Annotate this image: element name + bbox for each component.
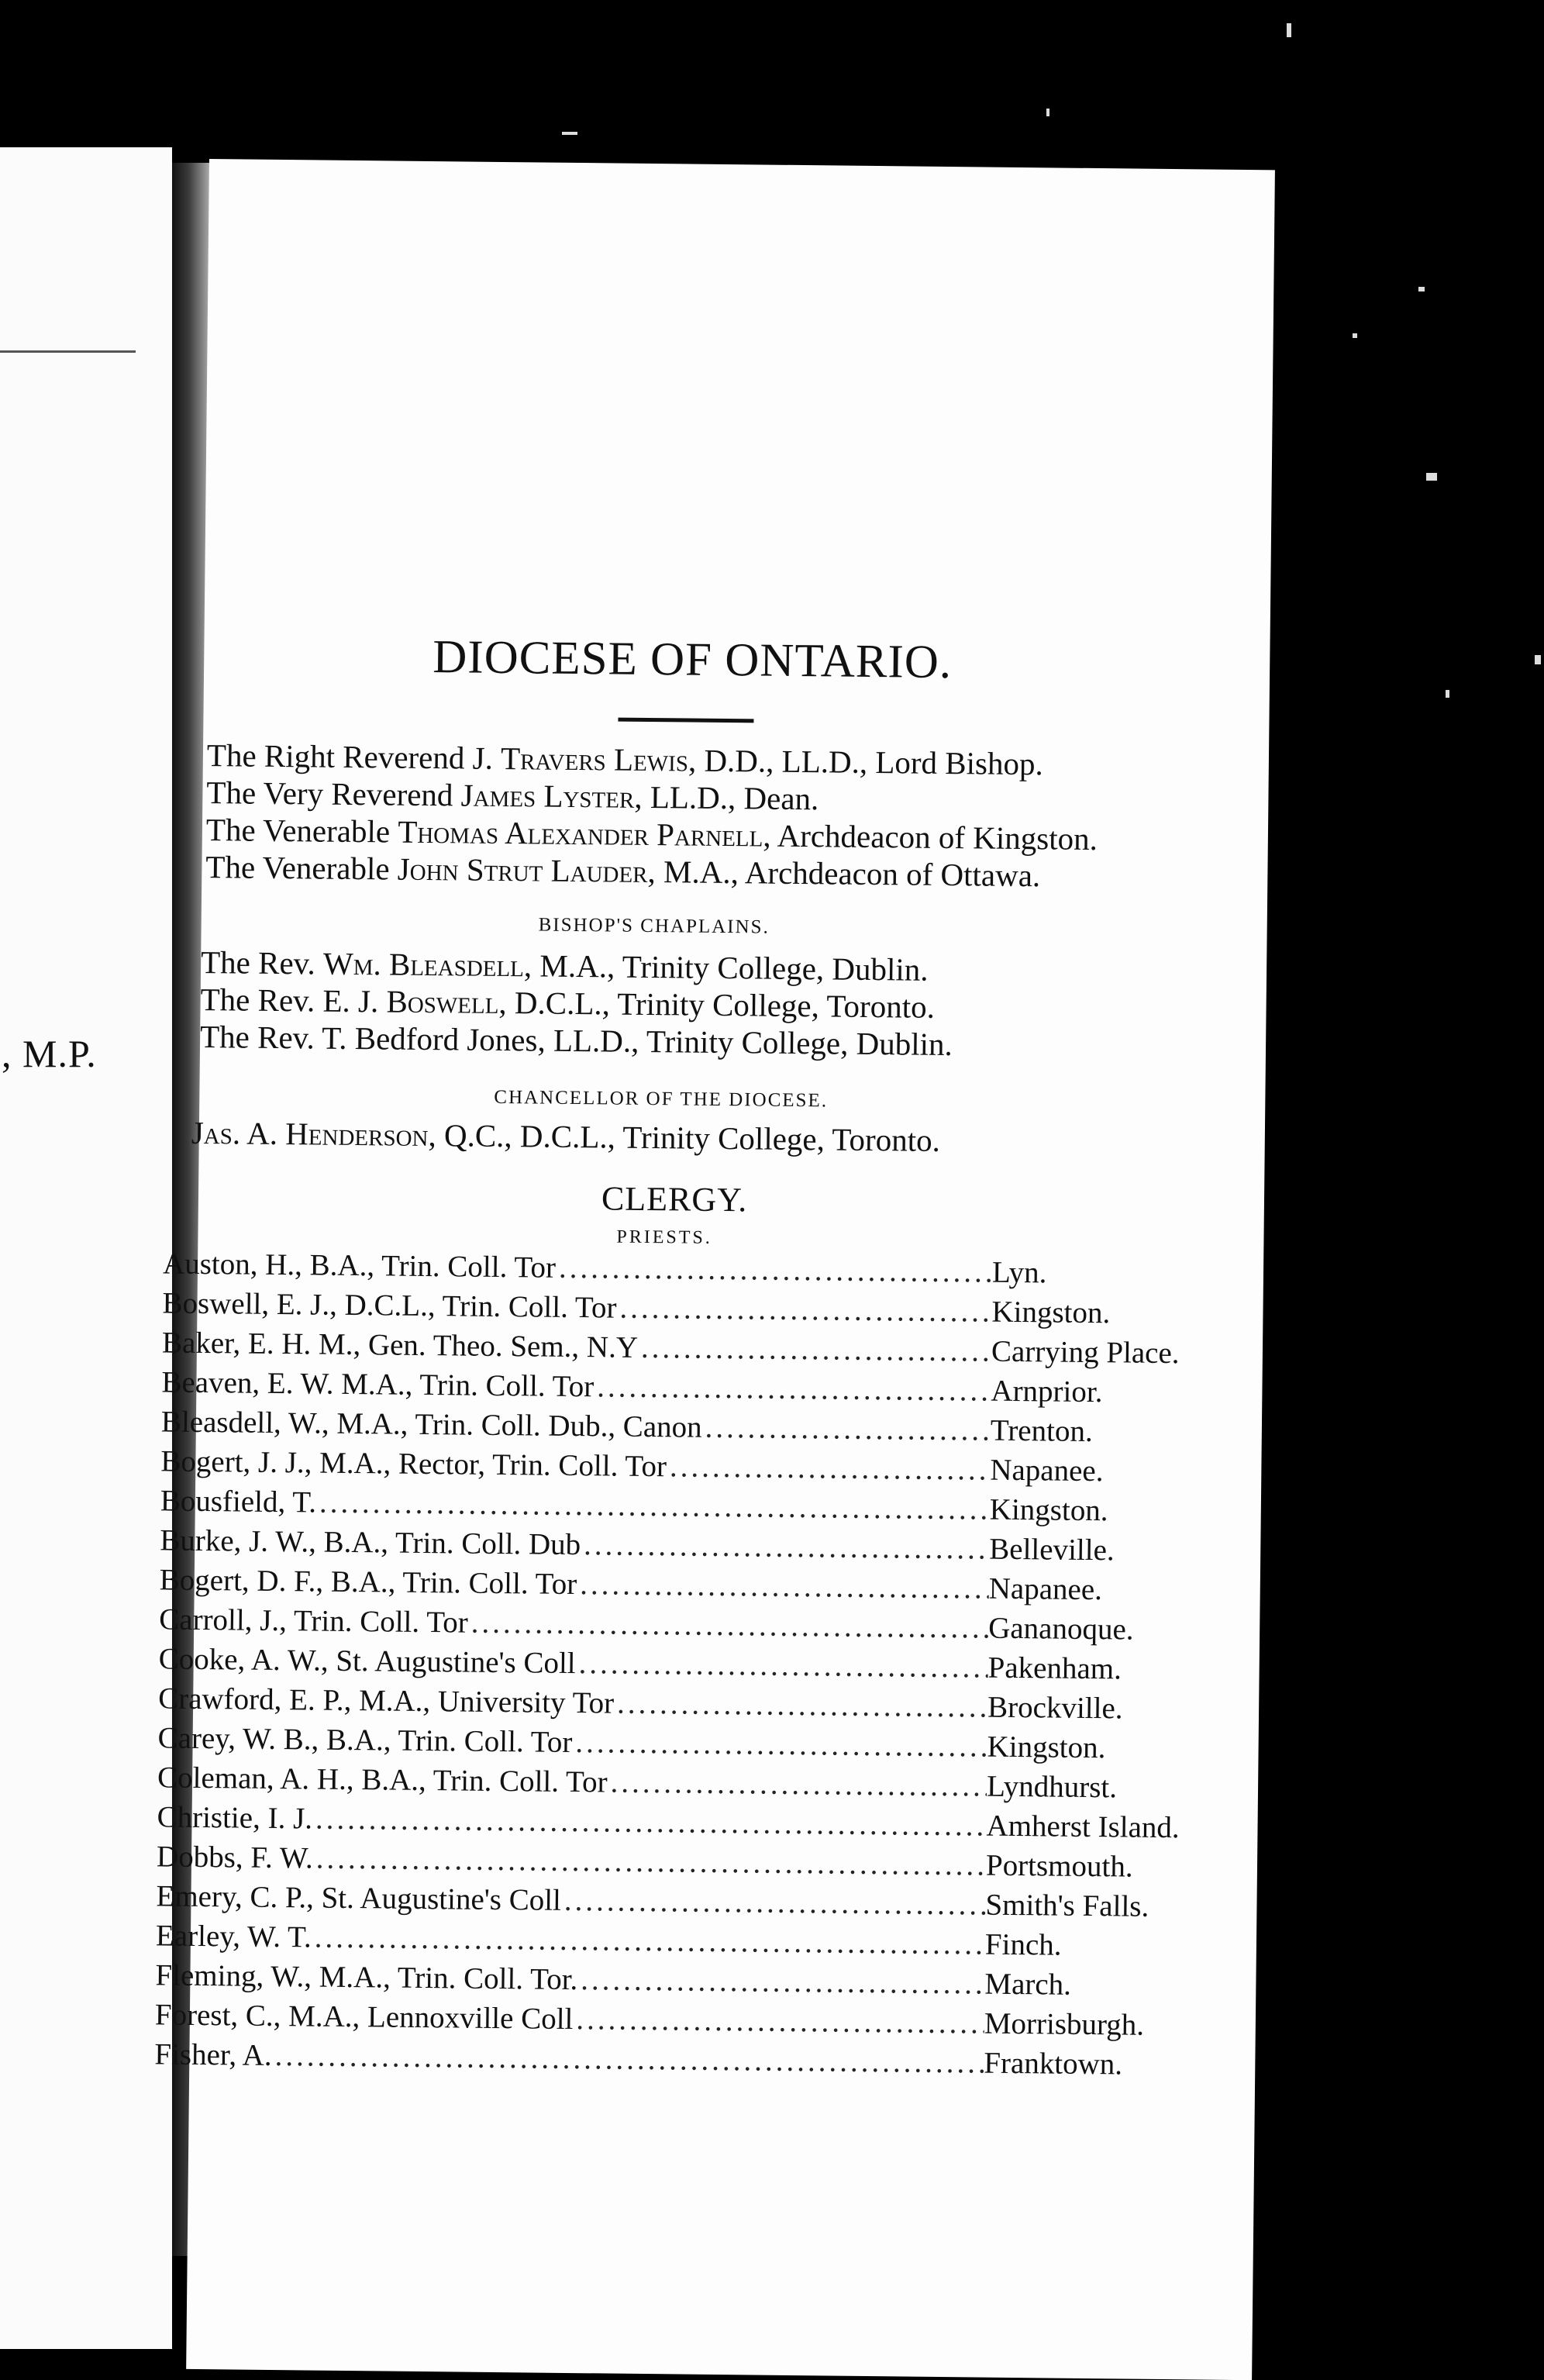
priest-parish: Lyn.	[991, 1255, 1047, 1290]
priest-name: Dobbs, F. W.	[156, 1840, 313, 1875]
dot-leader	[312, 1799, 987, 1846]
scan-speck	[1287, 23, 1291, 37]
priest-parish: Smith's Falls.	[985, 1888, 1149, 1923]
officer-line: The Very Reverend James Lyster, LL.D., Dean.	[206, 774, 819, 817]
dot-leader	[616, 1288, 992, 1332]
priest-parish: Kingston.	[987, 1730, 1106, 1765]
priests-heading: PRIESTS.	[616, 1226, 712, 1248]
priest-name: Burke, J. W., B.A., Trin. Coll. Dub	[160, 1523, 581, 1562]
priest-name: Bousfield, T.	[160, 1484, 317, 1519]
dot-leader	[572, 1723, 987, 1767]
priest-name: Crawford, E. P., M.A., University Tor	[157, 1682, 615, 1720]
dot-leader	[312, 1839, 986, 1885]
priest-name: Emery, C. P., St. Augustine's Coll	[156, 1879, 562, 1917]
priest-name: Fleming, W., M.A., Trin. Coll. Tor.	[155, 1958, 578, 1997]
priest-name: Christie, I. J.	[157, 1800, 313, 1836]
priests-list	[154, 1243, 1201, 2085]
dot-leader	[607, 1762, 987, 1806]
priest-name: Auston, H., B.A., Trin. Coll. Tor	[162, 1247, 557, 1285]
priest-name: Coleman, A. H., B.A., Trin. Coll. Tor	[157, 1761, 608, 1799]
dot-leader	[311, 1918, 985, 1964]
priest-parish: Amherst Island.	[986, 1809, 1180, 1845]
priest-parish: Carrying Place.	[991, 1334, 1180, 1371]
dot-leader	[614, 1684, 987, 1727]
priest-parish: Napanee.	[990, 1453, 1104, 1488]
priest-parish: Lyndhurst.	[986, 1769, 1118, 1805]
scan-speck	[1046, 109, 1049, 116]
chaplain-line: The Rev. Wm. Bleasdell, M.A., Trinity College, Dublin.	[200, 943, 929, 988]
chancellor-line: Jas. A. Henderson, Q.C., D.C.L., Trinity College, Toronto.	[191, 1114, 941, 1158]
priest-parish: Morrisburgh.	[984, 2006, 1145, 2042]
priest-parish: Trenton.	[990, 1413, 1093, 1449]
scan-speck	[1446, 690, 1449, 698]
dot-leader	[577, 1960, 985, 2003]
dot-leader	[594, 1367, 991, 1410]
priest-name: Earley, W. T.	[155, 1919, 312, 1954]
priest-parish: Pakenham.	[987, 1650, 1122, 1686]
chaplain-line: The Rev. E. J. Boswell, D.C.L., Trinity College, Toronto.	[200, 981, 936, 1025]
priest-parish: Portsmouth.	[985, 1848, 1133, 1884]
dot-leader	[561, 1881, 986, 1925]
priest-parish: Gananoque.	[987, 1611, 1134, 1647]
priest-parish: Kingston.	[991, 1295, 1111, 1330]
priest-parish: March.	[984, 1967, 1072, 2002]
priest-parish: Belleville.	[989, 1532, 1115, 1568]
scan-speck	[1426, 473, 1437, 481]
priest-parish: Finch.	[984, 1927, 1062, 1962]
scan-speck	[562, 132, 577, 135]
clergy-heading: CLERGY.	[601, 1179, 748, 1219]
priest-name: Forest, C., M.A., Lennoxville Coll	[154, 1998, 574, 2037]
priest-name: Bogert, J. J., M.A., Rector, Trin. Coll. Tor	[160, 1444, 667, 1484]
dot-leader	[667, 1447, 991, 1489]
dot-leader	[556, 1248, 993, 1292]
title-rule	[618, 718, 753, 723]
dot-leader	[577, 1564, 989, 1609]
previous-page-fragment	[0, 147, 172, 2349]
priest-name: Bleasdell, W., M.A., Trin. Coll. Dub., Canon	[160, 1405, 702, 1444]
previous-page-rule	[0, 350, 136, 353]
dot-leader	[701, 1408, 991, 1450]
dot-leader	[316, 1483, 990, 1530]
priest-parish: Franktown.	[984, 2046, 1123, 2082]
dot-leader	[468, 1603, 989, 1648]
dot-leader	[581, 1525, 990, 1569]
priest-name: Carroll, J., Trin. Coll. Tor	[159, 1602, 469, 1640]
priest-name: Beaven, E. W. M.A., Trin. Coll. Tor	[161, 1365, 595, 1404]
scan-speck	[1353, 333, 1357, 338]
priest-name: Fisher, A.	[154, 2037, 272, 2072]
chaplains-heading: BISHOP'S CHAPLAINS.	[538, 914, 770, 938]
dot-leader	[573, 1999, 984, 2044]
officer-line: The Venerable John Strut Lauder, M.A., Archdeacon of Ottawa.	[205, 849, 1041, 894]
priest-name: Bogert, D. F., B.A., Trin. Coll. Tor	[159, 1563, 577, 1602]
chaplain-line: The Rev. T. Bedford Jones, LL.D., Trinity College, Dublin.	[199, 1018, 953, 1063]
priest-parish: Napanee.	[988, 1571, 1103, 1607]
page-title: DIOCESE OF ONTARIO.	[432, 631, 953, 689]
officer-line: The Right Reverend J. Travers Lewis, D.D., LL.D., Lord Bishop.	[206, 737, 1044, 782]
scan-speck	[1418, 287, 1425, 291]
priest-name: Baker, E. H. M., Gen. Theo. Sem., N.Y	[161, 1326, 639, 1364]
priest-parish: Kingston.	[989, 1492, 1108, 1528]
priest-parish: Arnprior.	[991, 1374, 1103, 1409]
scan-speck	[1535, 655, 1541, 664]
chancellor-heading: CHANCELLOR OF THE DIOCESE.	[494, 1086, 829, 1112]
officer-line: The Venerable Thomas Alexander Parnell, Archdeacon of Kingston.	[205, 812, 1098, 857]
priest-name: Carey, W. B., B.A., Trin. Coll. Tor	[157, 1721, 573, 1760]
dot-leader	[575, 1644, 988, 1688]
priest-name: Cooke, A. W., St. Augustine's Coll	[158, 1642, 576, 1681]
priest-name: Boswell, E. J., D.C.L., Trin. Coll. Tor	[162, 1286, 617, 1325]
dot-leader	[638, 1328, 991, 1371]
previous-page-text: , M.P.	[2, 1032, 97, 1075]
book-page	[154, 159, 1275, 2380]
priest-parish: Brockville.	[987, 1690, 1123, 1726]
dot-leader	[271, 2036, 984, 2083]
